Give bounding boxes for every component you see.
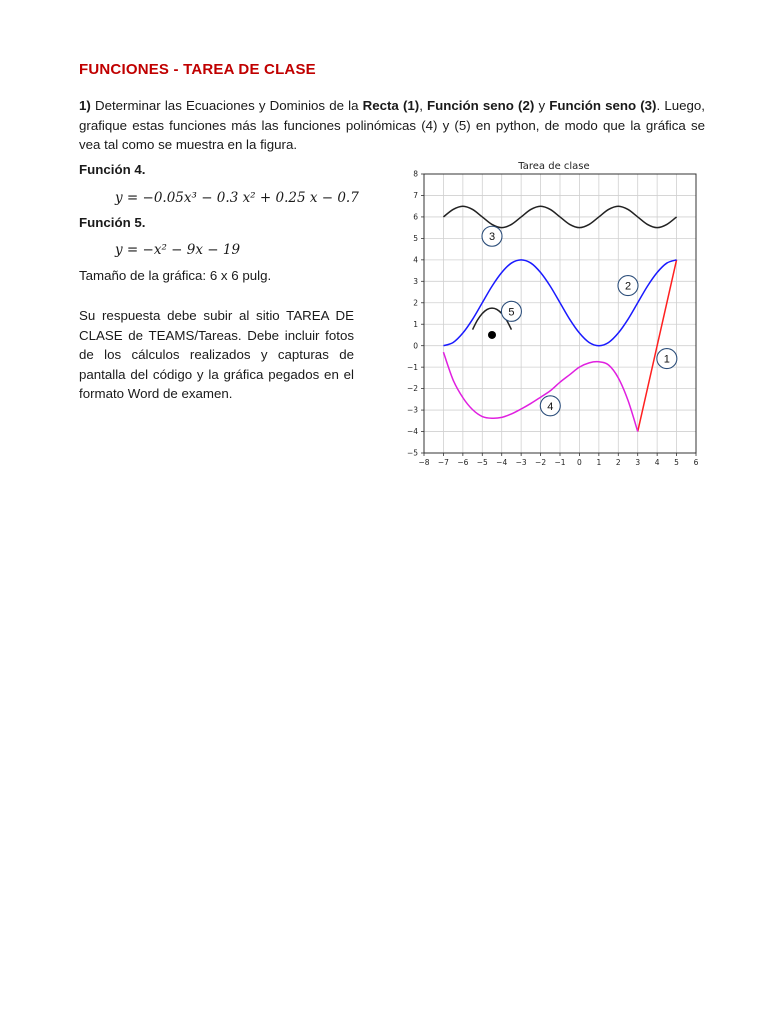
question-text-1: Determinar las Ecuaciones y Dominios de la <box>90 98 363 113</box>
question-text-4: . Luego, grafique estas funciones más las funciones polinómicas (4) y (5) en python, de modo que la gráfica se vea tal como se muestra en la figura. <box>79 98 705 152</box>
tarea-chart <box>395 155 707 475</box>
function-4-heading: Función 4. <box>79 162 146 177</box>
x-tick-label: 0 <box>577 458 582 467</box>
x-tick-label: −6 <box>457 458 469 467</box>
question-text-3: y <box>534 98 550 113</box>
question-paragraph <box>79 96 705 155</box>
annotation-label-5: 5 <box>508 306 515 319</box>
question-number: 1) <box>79 98 91 113</box>
y-tick-label: 5 <box>413 233 418 243</box>
x-tick-label: −1 <box>554 458 566 467</box>
annotation-label-2: 2 <box>624 280 632 293</box>
y-tick-label: 0 <box>413 341 418 351</box>
response-instructions: Su respuesta debe subir al sitio TAREA DE CLASE de TEAMS/Tareas. Debe incluir fotos de los cálculos realizados y capturas de pantalla del código y la gráfica pegados en el formato Word de examen. <box>79 308 354 402</box>
x-tick-label: 1 <box>596 458 602 467</box>
y-tick-label: 1 <box>413 319 418 329</box>
function-4-equation: y = −0.05x³ − 0.3 x² + 0.25 x − 0.7 <box>115 190 359 206</box>
x-tick-label: 6 <box>693 458 699 467</box>
question-bold-seno-3: Función seno (3) <box>549 98 657 113</box>
y-tick-label: 8 <box>413 169 418 179</box>
function-5-heading: Función 5. <box>79 215 146 230</box>
y-tick-label: −5 <box>406 448 418 458</box>
question-bold-recta: Recta (1) <box>362 98 420 113</box>
x-tick-label: −4 <box>496 458 508 467</box>
y-tick-label: −1 <box>406 362 418 372</box>
y-tick-label: −3 <box>406 405 418 415</box>
annotation-label-3: 3 <box>488 231 496 244</box>
graph-size-text: Tamaño de la gráfica: 6 x 6 pulg. <box>79 268 272 283</box>
y-tick-label: 2 <box>413 298 418 308</box>
chart-title: Tarea de clase <box>518 161 590 172</box>
y-tick-label: 7 <box>413 191 418 201</box>
y-tick-label: −4 <box>406 427 418 437</box>
annotation-label-4: 4 <box>547 400 554 413</box>
question-bold-seno-2: Función seno (2) <box>427 98 535 113</box>
y-tick-label: 3 <box>413 276 418 286</box>
y-tick-label: −2 <box>406 384 418 394</box>
x-tick-label: 4 <box>654 458 660 467</box>
x-tick-label: −2 <box>535 458 547 467</box>
chart-ticks <box>407 170 699 467</box>
x-tick-label: 5 <box>674 458 679 467</box>
point-marker <box>488 331 496 339</box>
x-tick-label: 3 <box>635 458 641 467</box>
x-tick-label: −7 <box>437 458 449 467</box>
function-5-equation: y = −x² − 9x − 19 <box>115 242 241 258</box>
x-tick-label: −8 <box>418 458 430 467</box>
chart-grid <box>424 174 696 453</box>
question-text-2: , <box>419 98 428 113</box>
x-tick-label: −3 <box>515 458 527 467</box>
document-title: FUNCIONES - TAREA DE CLASE <box>79 61 316 78</box>
y-tick-label: 4 <box>413 255 418 265</box>
x-tick-label: −5 <box>476 458 488 467</box>
annotation-label-1: 1 <box>663 353 670 366</box>
x-tick-label: 2 <box>615 458 621 467</box>
y-tick-label: 6 <box>413 212 418 222</box>
